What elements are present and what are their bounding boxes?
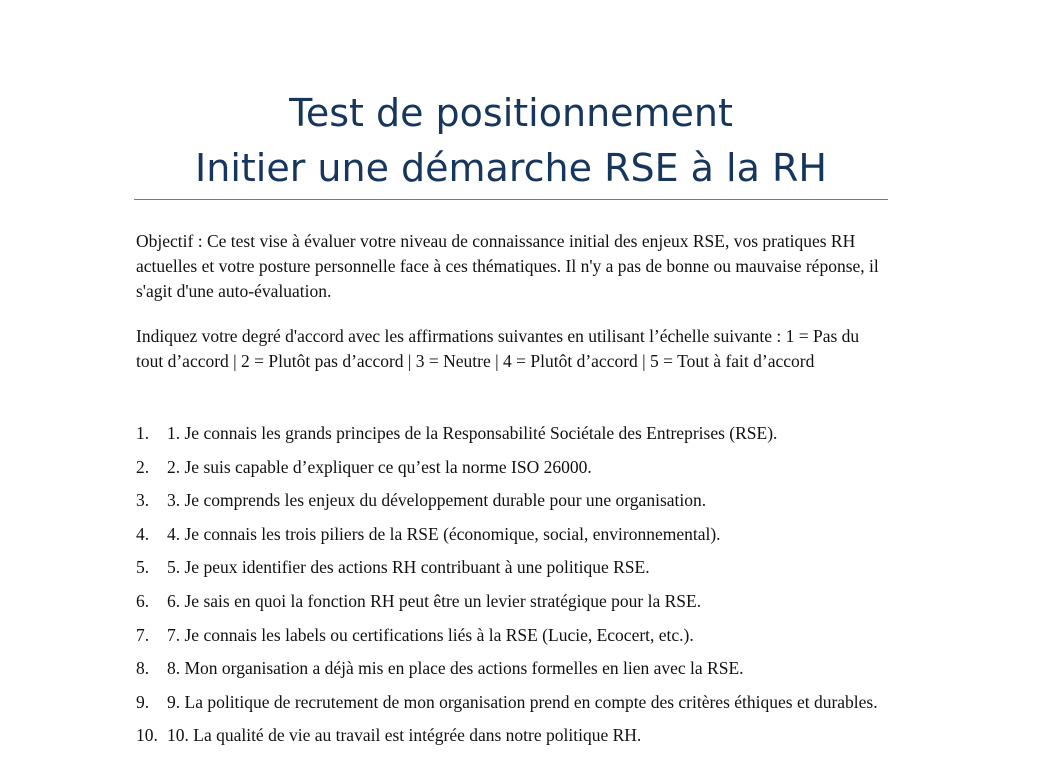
question-item (136, 551, 888, 585)
question-number: 1. (136, 423, 150, 443)
question-number: 7. (136, 624, 150, 645)
title-line-2: Initier une démarche RSE à la RH (195, 146, 827, 190)
question-text: 7. Je connais les labels ou certifications liés à la RSE (Lucie, Ecocert, etc.). (167, 624, 694, 645)
question-number: 6. (136, 590, 150, 611)
question-number: 4. (136, 523, 150, 544)
question-number: 2. (136, 456, 150, 477)
question-text: 1. Je connais les grands principes de la Responsabilité Sociétale des Entreprises (RSE). (167, 423, 778, 443)
question-list (136, 417, 888, 753)
question-item (136, 719, 888, 753)
question-text: 10. La qualité de vie au travail est intégrée dans notre politique RH. (167, 725, 642, 746)
document-title (134, 86, 888, 196)
question-item (136, 652, 888, 686)
question-item (136, 417, 888, 451)
question-number: 10. (136, 725, 158, 746)
question-item (136, 619, 888, 653)
question-text: 4. Je connais les trois piliers de la RSE (économique, social, environnemental). (167, 523, 721, 544)
question-number: 9. (136, 691, 150, 712)
instructions-paragraph: Indiquez votre degré d'accord avec les affirmations suivantes en utilisant l’échelle suivante : 1 = Pas du tout d’accord | 2 = Plutôt pas d’accord | 3 = Neutre | 4 = Plutôt d’accord | 5 = Tout à fait d’accord (136, 326, 860, 371)
question-number: 3. (136, 490, 150, 511)
objective-paragraph: Objectif : Ce test vise à évaluer votre niveau de connaissance initial des enjeux RSE, vos pratiques RH actuelles et votre posture personnelle face à ces thématiques. Il n'y a pas de bonne ou mauvaise réponse, il s'agit d'une auto-évaluation. (136, 231, 879, 301)
question-text: 6. Je sais en quoi la fonction RH peut être un levier stratégique pour la RSE. (167, 590, 702, 611)
question-number: 5. (136, 557, 150, 578)
question-text: 5. Je peux identifier des actions RH contribuant à une politique RSE. (167, 557, 650, 578)
question-item (136, 518, 888, 552)
question-text: 3. Je comprends les enjeux du développement durable pour une organisation. (167, 490, 707, 511)
question-item (136, 585, 888, 619)
question-text: 2. Je suis capable d’expliquer ce qu’est la norme ISO 26000. (167, 456, 592, 477)
question-text: 9. La politique de recrutement de mon organisation prend en compte des critères éthiques et durables. (167, 691, 878, 712)
title-line-1: Test de positionnement (289, 91, 733, 135)
title-divider (134, 199, 888, 200)
question-number: 8. (136, 658, 150, 679)
question-item (136, 686, 888, 720)
question-item (136, 451, 888, 485)
question-item (136, 484, 888, 518)
question-text: 8. Mon organisation a déjà mis en place des actions formelles en lien avec la RSE. (167, 658, 744, 679)
